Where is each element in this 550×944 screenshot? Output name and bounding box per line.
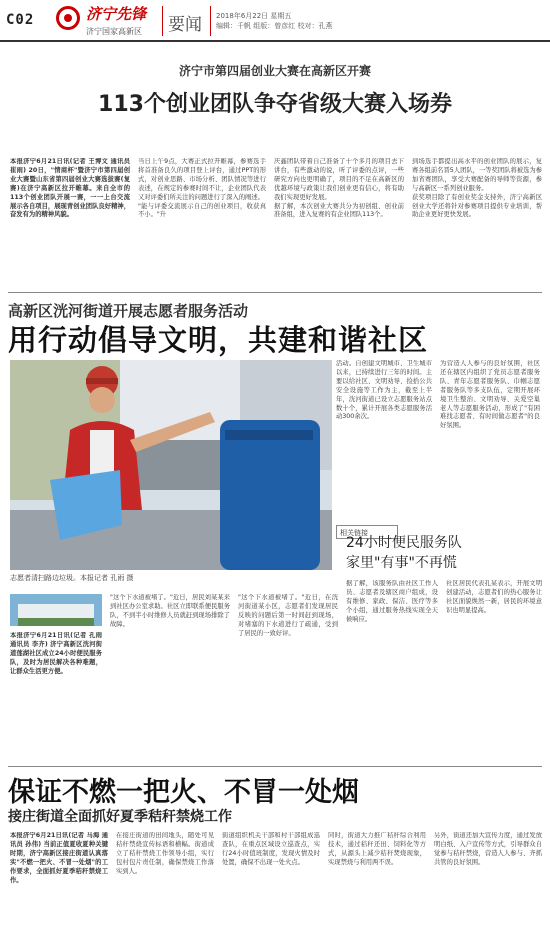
page-code: C02	[6, 12, 35, 28]
story4-column: 同时，街道大力推广秸秆综合利用技术，通过秸秆还田、饲料化等方式，从源头上减少秸秆焚烧现象，实现禁烧与利用两不误。	[328, 832, 426, 866]
story1-column: 本报济宁6月21日讯(记者 王博文 通讯员 崔雨) 20日，"情商杯"暨济宁市第四届创业大赛暨山东省第四届创业大赛选拔赛(复赛)在济宁高新区拉开帷幕。来自全市的113个创业团队开展一赛，一一上台交流展示各自项目，展现青创业团队良好精神，奋发有为的精神风貌。	[10, 158, 130, 219]
related-link-label: 相关链接	[336, 525, 398, 539]
issue-date: 2018年6月22日 星期五	[216, 12, 292, 20]
story4-column: 另外，街道还加大宣传力度，通过发放明白纸、入户宣传等方式，引导群众自觉参与秸秆禁烧，营造人人参与、齐抓共管的良好氛围。	[434, 832, 542, 866]
section-rule	[8, 292, 542, 293]
story2-photo-caption: 志愿者清扫路边垃圾。本报记者 孔雨 摄	[10, 574, 134, 582]
story1-column: 当日上午9点，大赛正式拉开帷幕，参赛选手将首准备良久的项目登上评台，通过PPT的形式，对创业思路、市场分析、团队情况等进行表述，在规定的参赛时间不让，企业团队代表又对评委们所关注的问题进行了深入的阐述。 "能与评委交流展示自己的创业项目，收获真不小。"升	[138, 158, 266, 219]
story2-column: 活动。自创建文明城市、卫生城市以来，已持续进行三年的时间。主要以给社区、文明劝导、捡拾公共安全设施等工作为主，截至上半年，洸河街道已设立志愿服务站点数十个，累计开展各类志愿服务活动300余次。	[336, 360, 432, 421]
newspaper-brand: 济宁先锋	[86, 5, 147, 23]
story3-column: "这个下水道被堵了。"近日，居民刘某某来到社区办公室求助。社区立即联系便民服务队，不到半小时维修人员就赶到现场排除了故障。	[110, 594, 230, 628]
story1-column: 到场选手都提出高水平的创业团队的展示，复赛各组前名晋5人团队，一等奖团队将被选为参加省赛团队，享受大赛配备的导师等资源，参与高新区一系列创业服务。 获奖项目除了有创业奖金支持外，济宁高新区创业大学还将针对参赛项目提供专业培训，帮助企业更好更快发展。	[412, 158, 542, 219]
story4-headline: 保证不燃一把火、不冒一处烟	[8, 777, 359, 808]
story3-column: 据了解，该服务队由社区工作人员、志愿者及辖区商户组成，设有维修、家政、保洁、医疗等多个小组，通过服务热线实现全天候响应。	[346, 580, 438, 623]
story4-column: 在接庄街道的田间地头，随处可见秸秆禁烧宣传标语和横幅。街道成立了秸秆禁烧工作领导小组，实行包村包片责任制，确保禁烧工作落实到人。	[116, 832, 214, 875]
section-rule	[8, 766, 542, 767]
newspaper-logo-icon	[56, 6, 80, 30]
page-header	[0, 0, 550, 42]
story2-column: 为营造人人参与的良好氛围，社区还在辖区内组织了党员志愿者服务队、青年志愿者服务队、巾帼志愿者服务队等多支队伍，定期开展环境卫生整治、文明劝导、关爱空巢老人等志愿服务活动，形成了"有困难找志愿者、有时间做志愿者"的良好氛围。	[440, 360, 540, 430]
story1-headline: 113个创业团队争夺省级大赛入场券	[98, 92, 452, 117]
issue-info	[216, 11, 332, 31]
story4-column: 街道组织机关干部和村干部组成巡查队，在重点区域设立巡查点，实行24小时值班制度，发现火情及时处置，确保不出现一处火点。	[222, 832, 320, 866]
issue-staff: 编辑：千帆 组版：曾彦红 校对：孔燕	[216, 22, 333, 30]
story3-column: 本报济宁6月21日讯(记者 孔雨 通讯员 李齐) 济宁高新区洸河街道莲湖社区成立24小时便民服务队，及时为居民解决各种难题，让群众生活更方便。	[10, 632, 102, 675]
volunteer-photo-illustration	[10, 360, 332, 570]
story1-kicker: 济宁市第四届创业大赛在高新区开赛	[178, 64, 371, 78]
story3-column: 社区居民代表孔某表示，开展文明创建活动，志愿者们的热心服务让社区面貌焕然一新，居民的环境意识也明显提高。	[446, 580, 542, 614]
story3-headline-line1: 24小时便民服务队	[346, 535, 462, 551]
newspaper-brand-sub: 济宁国家高新区	[86, 27, 142, 36]
building-thumbnail-icon	[10, 594, 102, 626]
story4-subhead: 接庄街道全面抓好夏季秸秆禁烧工作	[8, 809, 232, 825]
story1-column: 庆鑫团队带着自己准备了十个多月的项目去下讲台，有些激动的说，听了评委的点评，一些研究方向也更明确了，项目的不足在高新区的优越环境与政策让我们创业更有信心，将有助我们实现更好发展。 据了解，本次创业大赛共分为初创组、创业前准备组，进入复赛的有企业团队113个。	[274, 158, 404, 219]
story3-headline-line2: 家里"有事"不再慌	[346, 555, 457, 571]
header-divider	[210, 6, 211, 36]
story3-thumbnail	[10, 594, 102, 626]
story2-headline: 用行动倡导文明，共建和谐社区	[8, 323, 429, 357]
story2-kicker: 高新区洸河街道开展志愿者服务活动	[8, 302, 249, 320]
section-label: 要闻	[168, 15, 202, 35]
header-divider	[162, 6, 163, 36]
story3-column: "这个下水道被堵了。"近日，在洸河街道某小区，志愿者们发现居民反映的问题后第一时间赶到现场，对堵塞的下水道进行了疏通，受到了居民的一致好评。	[238, 594, 338, 637]
story4-column: 本报济宁6月21日讯(记者 马海 通讯员 孙伟) 当前正值夏收夏种关键时期，济宁高新区接庄街道认真落实"不燃一把火、不冒一处烟"的工作要求，全面抓好夏季秸秆禁烧工作。	[10, 832, 108, 884]
story2-photo	[10, 360, 332, 570]
